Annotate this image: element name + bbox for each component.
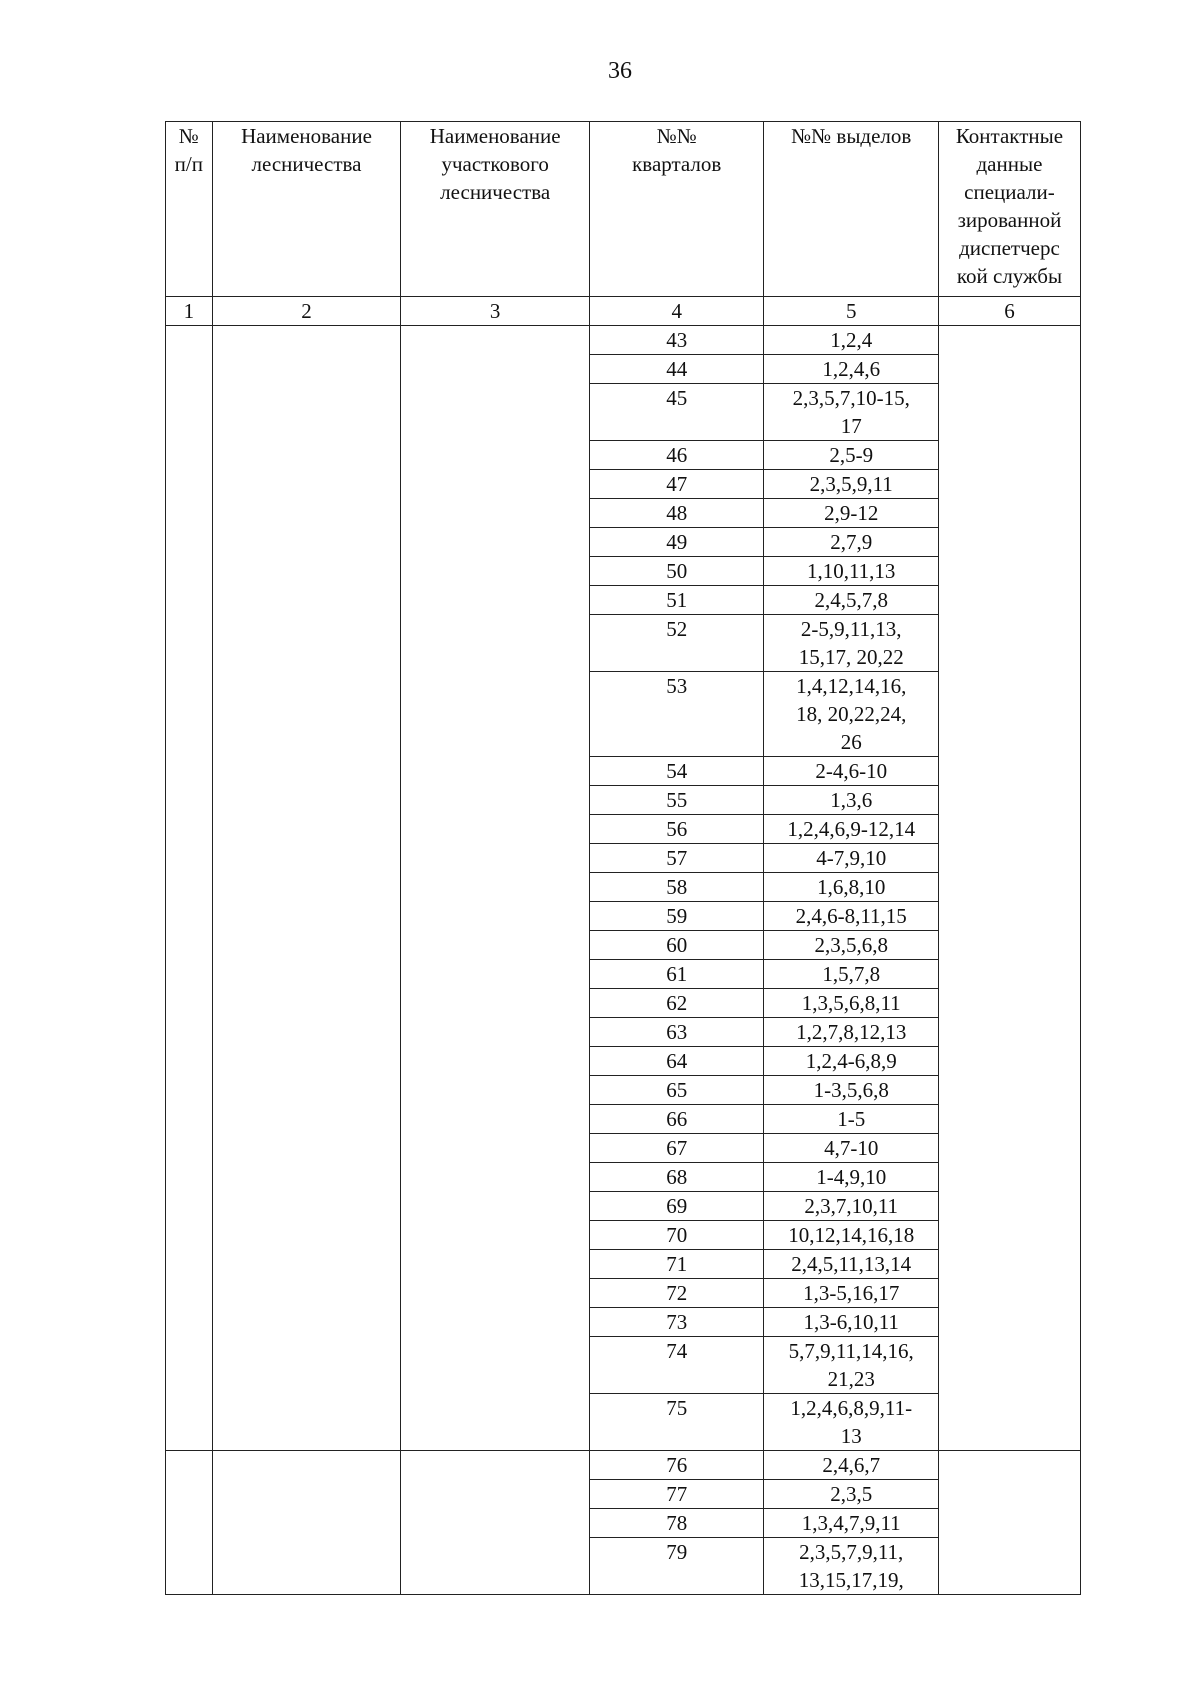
plot-numbers-cell: 1-5 <box>764 1105 938 1134</box>
quarter-number-cell: 44 <box>590 355 764 384</box>
quarter-number-cell: 65 <box>590 1076 764 1105</box>
plot-numbers-cell: 4,7-10 <box>764 1134 938 1163</box>
forest-quarters-table <box>165 121 1081 1595</box>
quarter-number-cell: 76 <box>590 1451 764 1480</box>
quarter-number-cell: 72 <box>590 1279 764 1308</box>
plot-numbers-cell: 2,4,6,7 <box>764 1451 938 1480</box>
quarter-number-cell: 47 <box>590 470 764 499</box>
plot-numbers-cell: 1,2,7,8,12,13 <box>764 1018 938 1047</box>
plot-numbers-cell: 1-4,9,10 <box>764 1163 938 1192</box>
plot-numbers-cell: 1,6,8,10 <box>764 873 938 902</box>
quarter-number-cell: 54 <box>590 757 764 786</box>
plot-numbers-cell: 2,4,5,7,8 <box>764 586 938 615</box>
plot-numbers-cell: 1,2,4,6,8,9,11- 13 <box>764 1394 938 1451</box>
dispatch-contacts-cell <box>938 326 1080 1451</box>
header-forestry-name: Наименование лесничества <box>212 122 401 297</box>
column-number: 2 <box>212 297 401 326</box>
column-number: 5 <box>764 297 938 326</box>
column-number: 6 <box>938 297 1080 326</box>
quarter-number-cell: 49 <box>590 528 764 557</box>
district-forestry-cell <box>401 326 590 1451</box>
quarter-number-cell: 64 <box>590 1047 764 1076</box>
table-row <box>166 326 1081 355</box>
plot-numbers-cell: 5,7,9,11,14,16, 21,23 <box>764 1337 938 1394</box>
header-dispatch-contacts: Контактные данные специали- зированной диспетчерс кой службы <box>938 122 1080 297</box>
column-number: 1 <box>166 297 213 326</box>
quarter-number-cell: 67 <box>590 1134 764 1163</box>
plot-numbers-cell: 1,10,11,13 <box>764 557 938 586</box>
quarter-number-cell: 78 <box>590 1509 764 1538</box>
quarter-number-cell: 56 <box>590 815 764 844</box>
row-number-cell <box>166 326 213 1451</box>
plot-numbers-cell: 2,4,5,11,13,14 <box>764 1250 938 1279</box>
plot-numbers-cell: 2,3,5,9,11 <box>764 470 938 499</box>
column-number: 4 <box>590 297 764 326</box>
plot-numbers-cell: 10,12,14,16,18 <box>764 1221 938 1250</box>
forestry-name-cell <box>212 1451 401 1595</box>
plot-numbers-cell: 2,4,6-8,11,15 <box>764 902 938 931</box>
column-number-row <box>166 297 1081 326</box>
plot-numbers-cell: 1,3,5,6,8,11 <box>764 989 938 1018</box>
quarter-number-cell: 70 <box>590 1221 764 1250</box>
page-number: 36 <box>608 58 632 84</box>
quarter-number-cell: 73 <box>590 1308 764 1337</box>
quarter-number-cell: 46 <box>590 441 764 470</box>
plot-numbers-cell: 1,2,4,6 <box>764 355 938 384</box>
plot-numbers-cell: 1,2,4-6,8,9 <box>764 1047 938 1076</box>
quarter-number-cell: 48 <box>590 499 764 528</box>
quarter-number-cell: 74 <box>590 1337 764 1394</box>
quarter-number-cell: 75 <box>590 1394 764 1451</box>
plot-numbers-cell: 2,3,5,7,10-15, 17 <box>764 384 938 441</box>
plot-numbers-cell: 2,3,5,6,8 <box>764 931 938 960</box>
quarter-number-cell: 59 <box>590 902 764 931</box>
plot-numbers-cell: 2,9-12 <box>764 499 938 528</box>
quarter-number-cell: 58 <box>590 873 764 902</box>
plot-numbers-cell: 4-7,9,10 <box>764 844 938 873</box>
plot-numbers-cell: 1-3,5,6,8 <box>764 1076 938 1105</box>
quarter-number-cell: 62 <box>590 989 764 1018</box>
plot-numbers-cell: 2,5-9 <box>764 441 938 470</box>
plot-numbers-cell: 2-5,9,11,13, 15,17, 20,22 <box>764 615 938 672</box>
row-number-cell <box>166 1451 213 1595</box>
quarter-number-cell: 69 <box>590 1192 764 1221</box>
plot-numbers-cell: 2,3,7,10,11 <box>764 1192 938 1221</box>
plot-numbers-cell: 2,7,9 <box>764 528 938 557</box>
quarter-number-cell: 43 <box>590 326 764 355</box>
quarter-number-cell: 45 <box>590 384 764 441</box>
quarter-number-cell: 60 <box>590 931 764 960</box>
table-body <box>166 326 1081 1595</box>
plot-numbers-cell: 1,2,4,6,9-12,14 <box>764 815 938 844</box>
quarter-number-cell: 51 <box>590 586 764 615</box>
plot-numbers-cell: 2-4,6-10 <box>764 757 938 786</box>
table-row <box>166 1451 1081 1480</box>
quarter-number-cell: 50 <box>590 557 764 586</box>
quarter-number-cell: 57 <box>590 844 764 873</box>
quarter-number-cell: 61 <box>590 960 764 989</box>
header-plot-numbers: №№ выделов <box>764 122 938 297</box>
plot-numbers-cell: 2,3,5 <box>764 1480 938 1509</box>
plot-numbers-cell: 1,3,6 <box>764 786 938 815</box>
header-row-number: № п/п <box>166 122 213 297</box>
quarter-number-cell: 79 <box>590 1538 764 1595</box>
header-quarter-numbers: №№ кварталов <box>590 122 764 297</box>
forestry-name-cell <box>212 326 401 1451</box>
plot-numbers-cell: 1,4,12,14,16, 18, 20,22,24, 26 <box>764 672 938 757</box>
plot-numbers-cell: 1,3,4,7,9,11 <box>764 1509 938 1538</box>
quarter-number-cell: 63 <box>590 1018 764 1047</box>
dispatch-contacts-cell <box>938 1451 1080 1595</box>
quarter-number-cell: 68 <box>590 1163 764 1192</box>
quarter-number-cell: 77 <box>590 1480 764 1509</box>
district-forestry-cell <box>401 1451 590 1595</box>
table-header-row <box>166 122 1081 297</box>
quarter-number-cell: 55 <box>590 786 764 815</box>
quarter-number-cell: 71 <box>590 1250 764 1279</box>
plot-numbers-cell: 2,3,5,7,9,11, 13,15,17,19, <box>764 1538 938 1595</box>
column-number: 3 <box>401 297 590 326</box>
quarter-number-cell: 53 <box>590 672 764 757</box>
plot-numbers-cell: 1,3-6,10,11 <box>764 1308 938 1337</box>
plot-numbers-cell: 1,5,7,8 <box>764 960 938 989</box>
quarter-number-cell: 66 <box>590 1105 764 1134</box>
quarter-number-cell: 52 <box>590 615 764 672</box>
plot-numbers-cell: 1,2,4 <box>764 326 938 355</box>
plot-numbers-cell: 1,3-5,16,17 <box>764 1279 938 1308</box>
header-district-forestry-name: Наименование участкового лесничества <box>401 122 590 297</box>
